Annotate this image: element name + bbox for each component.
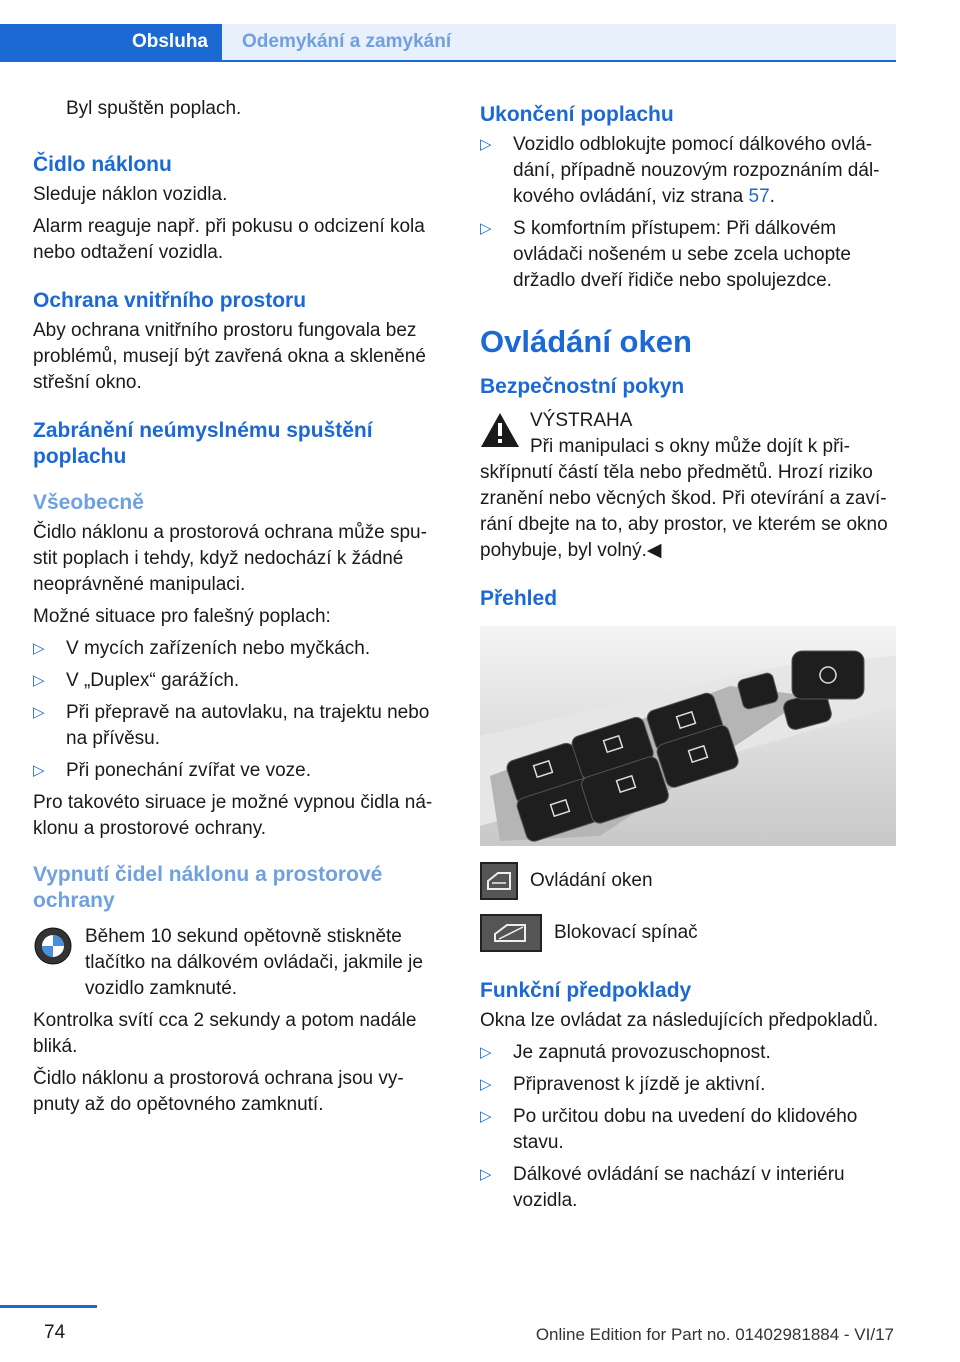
header-rule bbox=[0, 60, 896, 62]
page-number: 74 bbox=[44, 1322, 66, 1343]
requirements-intro: Okna lze ovládat za následujících předpokladů. bbox=[480, 1010, 879, 1031]
header-tabs bbox=[0, 24, 896, 62]
legend-label: Blokovací spínač bbox=[554, 922, 698, 943]
legend-window-control bbox=[480, 862, 896, 900]
requirements-list bbox=[480, 1040, 896, 1214]
requirements-heading: Funkční předpoklady bbox=[480, 979, 692, 1002]
intro-text: Byl spuštěn poplach. bbox=[66, 98, 242, 119]
legend-label: Ovládání oken bbox=[530, 870, 653, 891]
legend-lock-switch bbox=[480, 914, 896, 952]
interior-protection-heading: Ochrana vnitřního prostoru bbox=[33, 289, 307, 312]
prevent-alarm-heading: Zabránění neúmyslnému spuštění poplachu bbox=[33, 419, 373, 468]
warning-text: Při manipulaci s okny může dojít k při‐ skřípnutí částí těla nebo předmětů. Hrozí riziko zranění nebo věcných škod. Při otevírání a zaví‐ rání dbejte na to, aby prostor, ve kterém se okno pohybuje, byl volný.◀ bbox=[480, 436, 888, 561]
list-item: ▷ Při ponechání zvířat ve voze. bbox=[33, 758, 451, 784]
end-alarm-heading: Ukončení poplachu bbox=[480, 103, 674, 126]
list-item bbox=[480, 132, 896, 210]
general-heading: Všeobecně bbox=[33, 491, 144, 514]
window-switch-icon bbox=[480, 862, 518, 900]
warning-triangle-icon bbox=[480, 412, 520, 453]
tilt-sensor-p1: Sleduje náklon vozidla. bbox=[33, 184, 228, 205]
list-item: ▷ Při přepravě na autovlaku, na trajektu nebo na přívěsu. bbox=[33, 700, 451, 752]
tilt-sensor-heading: Čidlo náklonu bbox=[33, 153, 172, 176]
tab-odemykani[interactable]: Odemykání a zamykání bbox=[222, 24, 896, 60]
edition-text: Online Edition for Part no. 01402981884 - VI/17 bbox=[535, 1325, 894, 1344]
disable-text-3: Čidlo náklonu a prostorová ochrana jsou vy‐ pnuty až do opětovného zamknutí. bbox=[33, 1068, 404, 1115]
general-text: Čidlo náklonu a prostorová ochrana může spu‐ stit poplach i tehdy, když nedochází k žádné neoprávněné manipulaci. bbox=[33, 522, 427, 595]
right-column bbox=[480, 96, 896, 1220]
left-column bbox=[33, 96, 451, 1124]
disable-text-1: Během 10 sekund opětovně stiskněte tlačítko na dálkovém ovládači, jakmile je vozidlo zamknuté. bbox=[85, 926, 423, 999]
window-switch-photo bbox=[480, 626, 896, 846]
warning-block bbox=[480, 408, 896, 434]
lock-switch-icon bbox=[480, 914, 542, 952]
false-alarm-intro: Možné situace pro falešný poplach: bbox=[33, 606, 331, 627]
end-alarm-list bbox=[480, 132, 896, 294]
list-item: ▷ Připravenost k jízdě je aktivní. bbox=[480, 1072, 896, 1098]
bmw-logo-icon bbox=[33, 926, 73, 971]
list-item-text: Vozidlo odblokujte pomocí dálkového ovlá‐ dání, případně nouzovým rozpoznáním dál‐ kového ovládání, viz strana bbox=[513, 134, 880, 207]
list-item: ▷ V „Duplex“ garážích. bbox=[33, 668, 451, 694]
list-item: ▷ V mycích zařízeních nebo myčkách. bbox=[33, 636, 451, 662]
list-item-text: . bbox=[769, 186, 775, 207]
list-item: ▷ Je zapnutá provozuschopnost. bbox=[480, 1040, 896, 1066]
interior-protection-text: Aby ochrana vnitřního prostoru fungovala bez problémů, musejí být zavřená okna a skleněné střešní okno. bbox=[33, 320, 426, 393]
disable-sensors-heading: Vypnutí čidel náklonu a prostorové ochrany bbox=[33, 863, 383, 912]
false-alarm-outro: Pro takovéto siruace je možné vypnou čidla ná‐ klonu a prostorové ochrany. bbox=[33, 792, 433, 839]
disable-text-2: Kontrolka svítí cca 2 sekundy a potom nadále bliká. bbox=[33, 1010, 417, 1057]
tilt-sensor-p2: Alarm reaguje např. při pokusu o odcizení kola nebo odtažení vozidla. bbox=[33, 216, 425, 263]
list-item: ▷ Dálkové ovládání se nachází v interiéru vozidla. bbox=[480, 1162, 896, 1214]
windows-heading: Ovládání oken bbox=[480, 324, 692, 359]
overview-heading: Přehled bbox=[480, 587, 558, 610]
disable-step bbox=[33, 924, 451, 1002]
list-item: ▷ Po určitou dobu na uvedení do klidového stavu. bbox=[480, 1104, 896, 1156]
safety-heading: Bezpečnostní pokyn bbox=[480, 375, 685, 398]
page-link[interactable]: 57 bbox=[748, 186, 770, 207]
warning-label: VÝSTRAHA bbox=[530, 410, 633, 431]
false-alarm-list bbox=[33, 636, 451, 784]
list-item: ▷ S komfortním přístupem: Při dálkovém ovládači nošeném u sebe zcela uchopte držadlo dveří řidiče nebo spolujezdce. bbox=[480, 216, 896, 294]
tab-obsluha[interactable]: Obsluha bbox=[0, 24, 222, 60]
footer-rule bbox=[0, 1305, 97, 1308]
